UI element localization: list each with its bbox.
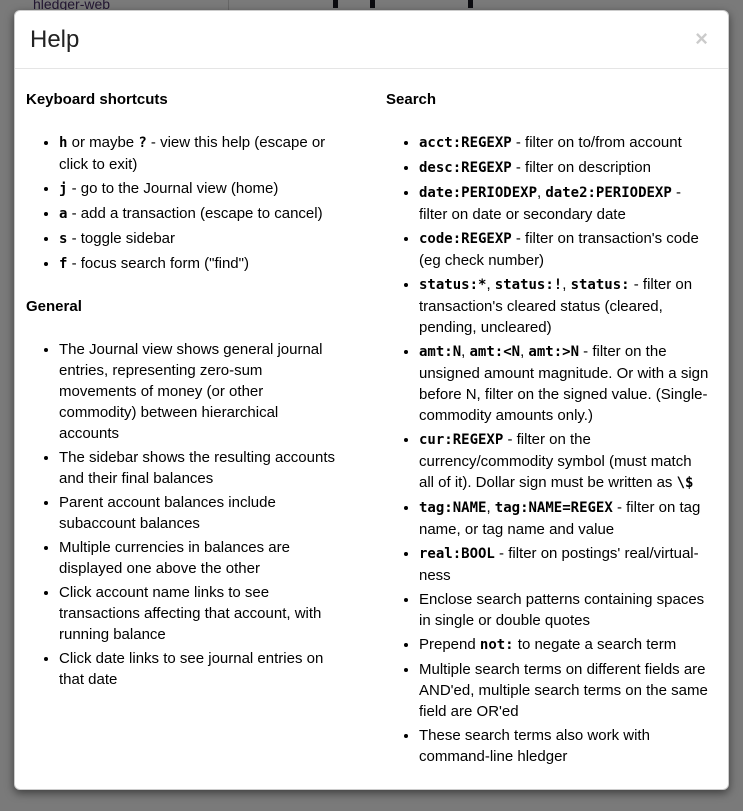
help-list-item [59, 132, 339, 175]
text-run: Enclose search patterns containing spaces in single or double quotes [419, 591, 705, 629]
text-run: , [562, 276, 571, 293]
help-list-item [59, 228, 339, 250]
code-term: tag:NAME [419, 500, 487, 516]
text-run: - filter on date or secondary date [419, 184, 681, 223]
code-term: a [59, 206, 68, 222]
help-modal [14, 10, 729, 790]
help-list-item [59, 178, 339, 200]
text-run: - go to the Journal view (home) [67, 180, 279, 197]
help-list-item [59, 339, 339, 444]
text-run: Prepend [419, 636, 480, 653]
text-run: or maybe [67, 134, 139, 151]
help-list-item [59, 648, 339, 690]
code-term: real:BOOL [419, 546, 495, 562]
help-list-item [59, 492, 339, 534]
help-list-item [419, 634, 709, 656]
code-term: amt:<N [469, 344, 521, 360]
text-run: to negate a search term [513, 636, 677, 653]
text-run: Multiple search terms on different fields are AND'ed, multiple search terms on the same field are OR'ed [419, 661, 708, 720]
text-run: - filter on tag name, or tag name and value [419, 499, 701, 538]
text-run: - filter on transaction's cleared status (cleared, pending, uncleared) [419, 276, 693, 336]
section-title: Search [386, 91, 437, 108]
code-term: f [59, 256, 68, 272]
help-list-item [419, 497, 709, 540]
code-term: amt:N [419, 344, 462, 360]
modal-title: Help [30, 26, 80, 53]
code-term: acct:REGEXP [419, 135, 512, 151]
code-term: status:* [419, 277, 487, 293]
text-run: These search terms also work with command-line hledger [419, 727, 650, 765]
close-icon[interactable]: × [695, 26, 708, 51]
help-list [386, 132, 712, 767]
code-term: status: [570, 277, 630, 293]
right-column [386, 90, 712, 789]
code-term: amt:>N [528, 344, 579, 360]
text-run: The sidebar shows the resulting accounts and their final balances [59, 449, 335, 487]
code-term: cur:REGEXP [419, 432, 504, 448]
help-list-item [419, 274, 709, 338]
text-run: , [486, 276, 495, 293]
help-list-item [419, 659, 709, 722]
text-run: - filter on postings' real/virtual-ness [419, 545, 699, 584]
code-term: desc:REGEXP [419, 160, 512, 176]
help-list-item [59, 447, 339, 489]
section-title: General [26, 298, 82, 315]
help-list-item [419, 341, 709, 426]
modal-body [15, 69, 728, 811]
text-run: , [537, 184, 546, 201]
text-run: - filter on the currency/commodity symbol (must match all of it). Dollar sign must be written as [419, 431, 692, 491]
help-list-item [59, 537, 339, 579]
text-run: Multiple currencies in balances are displayed one above the other [59, 539, 290, 577]
help-list-item [419, 429, 709, 494]
text-run: - toggle sidebar [67, 230, 176, 247]
help-list-item [419, 132, 709, 154]
code-term: not: [479, 637, 514, 653]
text-run: - view this help (escape or click to exit) [59, 134, 326, 173]
code-term: h [59, 135, 68, 151]
code-term: code:REGEXP [419, 231, 512, 247]
code-term: ? [138, 135, 147, 151]
code-term: status:! [494, 277, 563, 293]
help-list-item [419, 157, 709, 179]
text-run: Click date links to see journal entries on that date [59, 650, 324, 688]
help-list-item [59, 203, 339, 225]
left-column [26, 90, 386, 789]
help-list-item [419, 182, 709, 225]
text-run: , [486, 499, 495, 516]
text-run: The Journal view shows general journal entries, representing zero-sum movements of money (or other commodity) between hierarchical accounts [59, 341, 323, 442]
code-term: date:PERIODEXP [419, 185, 538, 201]
help-list-item [419, 543, 709, 586]
text-run: - filter on description [511, 159, 651, 176]
section-title: Keyboard shortcuts [26, 91, 168, 108]
help-list [26, 132, 386, 275]
code-term: \$ [676, 475, 694, 491]
code-term: j [59, 181, 68, 197]
modal-header [15, 11, 728, 69]
help-list [26, 339, 386, 690]
code-term: s [59, 231, 68, 247]
help-list-item [419, 589, 709, 631]
text-run: - filter on the unsigned amount magnitude. Or with a sign before N, filter on the signed value. (Single-commodity amounts only.) [419, 343, 709, 424]
code-term: tag:NAME=REGEX [494, 500, 613, 516]
text-run: - focus search form ("find") [67, 255, 249, 272]
text-run: - add a transaction (escape to cancel) [67, 205, 323, 222]
help-list-item [59, 253, 339, 275]
text-run: - filter on transaction's code (eg check number) [419, 230, 699, 269]
text-run: , [461, 343, 470, 360]
help-list-item [59, 582, 339, 645]
code-term: date2:PERIODEXP [545, 185, 672, 201]
text-run: , [520, 343, 529, 360]
help-list-item [419, 228, 709, 271]
text-run: - filter on to/from account [511, 134, 682, 151]
text-run: Click account name links to see transactions affecting that account, with running balance [59, 584, 322, 643]
text-run: Parent account balances include subaccount balances [59, 494, 276, 532]
help-list-item [419, 725, 709, 767]
